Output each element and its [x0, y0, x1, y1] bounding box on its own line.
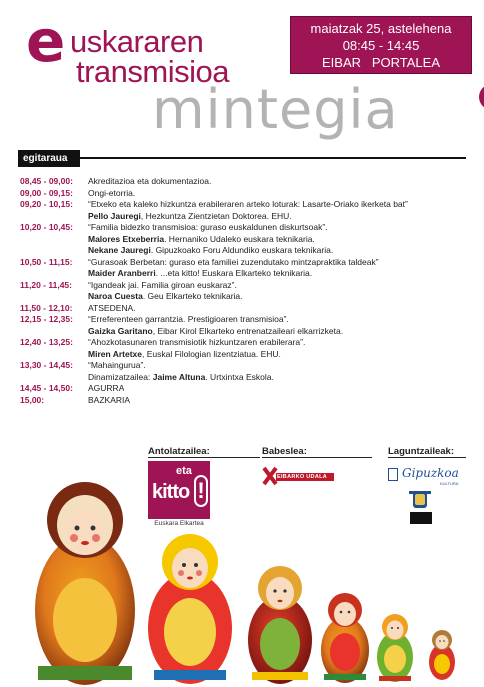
- schedule-time: 14,45 - 14,50:: [20, 383, 73, 393]
- speaker-name: Maider Aranberri: [88, 268, 156, 278]
- doll-6-smallest: [429, 630, 455, 680]
- schedule-text: “Mahaingurua”.: [88, 360, 146, 370]
- schedule-text: . ...eta kitto! Euskara Elkarteko teknikaria.: [155, 268, 313, 278]
- schedule-description: [88, 349, 281, 361]
- schedule-row: [20, 383, 470, 395]
- schedule-description: [88, 383, 124, 395]
- schedule-row: [20, 360, 470, 372]
- organizer-rule: [148, 457, 260, 458]
- title-line-1: uskararen: [70, 24, 204, 59]
- organizer-heading: Antolatzailea:: [148, 446, 210, 457]
- schedule-description: [88, 268, 312, 280]
- schedule-row: [20, 222, 470, 234]
- sponsor-rule: [262, 457, 372, 458]
- schedule-row: [20, 372, 470, 384]
- title-line-2: transmisioa: [76, 54, 229, 89]
- title-initial-letter: e: [26, 7, 66, 75]
- speaker-name: Naroa Cuesta: [88, 291, 143, 301]
- schedule-row: [20, 188, 470, 200]
- schedule-row: [20, 280, 470, 292]
- schedule-time: 13,30 - 14,45:: [20, 360, 73, 370]
- schedule-row: [20, 176, 470, 188]
- doll-5: [377, 614, 413, 682]
- schedule-description: [88, 257, 379, 269]
- schedule-row: [20, 234, 470, 246]
- schedule-time: [20, 234, 88, 246]
- schedule-description: [88, 245, 333, 257]
- speaker-name: Gaizka Garitano: [88, 325, 153, 336]
- subtitle-mintegia: [152, 78, 422, 142]
- schedule-text: “Erreferenteen garrantzia. Prestigioaren transmisioa”.: [88, 314, 289, 324]
- schedule-text: , Eibar Kirol Elkarteko entrenatzaileari elkarrizketa.: [152, 325, 344, 336]
- program-rule: [18, 157, 466, 159]
- schedule-time: 11,50 - 12,10:: [20, 302, 73, 313]
- doll-2: [148, 534, 232, 684]
- schedule-row: [20, 291, 470, 303]
- event-place: EIBAR PORTALEA: [321, 55, 440, 70]
- speaker-name: Pello Jauregi: [88, 210, 141, 221]
- gipuzkoa-logo-subtext: KULTURA: [440, 481, 459, 486]
- schedule-text: . Hernaniko Udaleko euskara teknikaria.: [164, 233, 315, 244]
- schedule-row: [20, 257, 470, 269]
- schedule-row: [20, 395, 470, 407]
- schedule-time: [20, 372, 88, 384]
- schedule-text: . Urtxintxa Eskola.: [205, 371, 274, 382]
- schedule-text: ATSEDENA.: [88, 302, 136, 313]
- doll-1-largest: [35, 482, 135, 685]
- eibar-logo-text: EIBARKO UDALA: [277, 473, 328, 480]
- schedule-text: . Gipuzkoako Foru Aldundiko euskara teknikaria.: [150, 245, 334, 255]
- speaker-name: Nekane Jauregi: [88, 245, 151, 255]
- schedule-time: [20, 349, 88, 361]
- schedule-row: [20, 211, 470, 223]
- schedule-text: , Euskal Filologian lizentziatua. EHU.: [142, 348, 281, 359]
- logo-kitto-text: kitto: [152, 481, 190, 503]
- subtitle-g: g: [313, 78, 348, 141]
- logo-exclamation-mark: !: [194, 475, 208, 507]
- schedule-text: “Igandeak jai. Familia giroan euskaraz”.: [88, 279, 237, 290]
- subtitle-start: minte: [152, 78, 314, 141]
- schedule-time: [20, 245, 88, 257]
- schedule-text: Akreditazioa eta dokumentazioa.: [88, 176, 212, 186]
- schedule-time: 12,40 - 13,25:: [20, 337, 73, 347]
- schedule-text: BAZKARIA: [88, 394, 131, 405]
- schedule-description: [88, 314, 289, 326]
- subtitle-end: ia: [348, 78, 399, 141]
- event-info-box: [290, 16, 472, 74]
- speaker-name: Malores Etxeberria: [88, 233, 165, 244]
- schedule-description: [88, 395, 130, 407]
- schedule-text: , Hezkuntza Zientzietan Doktorea. EHU.: [140, 210, 292, 221]
- schedule-time: [20, 268, 88, 280]
- doll-3: [248, 566, 312, 684]
- accent-dot: [479, 84, 484, 110]
- schedule-row: [20, 314, 470, 326]
- program-label: egitaraua: [18, 150, 80, 167]
- logo-eta-text: eta: [176, 465, 192, 477]
- event-title: [26, 7, 286, 89]
- collaborators-rule: [388, 457, 466, 458]
- schedule-description: [88, 280, 237, 292]
- gipuzkoa-logo-text: Gipuzkoa: [402, 466, 459, 480]
- schedule-description: [88, 291, 243, 303]
- schedule-text: . Geu Elkarteko teknikaria.: [142, 291, 243, 301]
- event-date: maiatzak 25, astelehena: [310, 21, 452, 36]
- schedule-description: [88, 222, 328, 234]
- schedule-text: Ongi-etorria.: [88, 187, 136, 198]
- schedule-row: [20, 326, 470, 338]
- schedule-description: [88, 234, 315, 246]
- schedule-row: [20, 349, 470, 361]
- schedule-text: AGURRA: [88, 383, 125, 393]
- schedule-row: [20, 303, 470, 315]
- schedule-time: [20, 326, 88, 338]
- matryoshka-dolls-illustration: [30, 470, 470, 685]
- speaker-name: Jaime Altuna: [152, 371, 206, 382]
- program-schedule: [20, 176, 470, 406]
- schedule-time: 10,20 - 10,45:: [20, 222, 73, 232]
- schedule-description: [88, 337, 305, 349]
- schedule-text: “Etxeko eta kaleko hizkuntza erabileraren arteko loturak: Lasarte-Oriako ikerketa bat”: [88, 199, 408, 209]
- schedule-time: [20, 211, 88, 223]
- schedule-description: [88, 372, 274, 384]
- schedule-description: [88, 360, 146, 372]
- schedule-text: “Gurasoak Berbetan: guraso eta familiei zuzendutako mintzapraktika taldeak”: [88, 256, 379, 267]
- schedule-time: 10,50 - 11,15:: [20, 256, 73, 267]
- schedule-row: [20, 268, 470, 280]
- schedule-time: 12,15 - 12,35:: [20, 314, 73, 324]
- schedule-description: [88, 199, 408, 211]
- schedule-text: “Familia bidezko transmisioa: guraso euskaldunen diskurtsoak”.: [88, 222, 328, 232]
- schedule-time: [20, 291, 88, 303]
- schedule-row: [20, 245, 470, 257]
- doll-4: [321, 593, 369, 683]
- schedule-time: 09,20 - 10,15:: [20, 199, 73, 209]
- schedule-description: [88, 211, 292, 223]
- schedule-time: 15,00:: [20, 394, 45, 405]
- speaker-name: Miren Artetxe: [88, 348, 143, 359]
- sponsor-heading: Babeslea:: [262, 446, 307, 457]
- schedule-time: 08,45 - 09,00:: [20, 176, 73, 186]
- schedule-description: [88, 188, 135, 200]
- organizer-caption: Euskara Elkartea: [154, 520, 204, 527]
- schedule-row: [20, 337, 470, 349]
- schedule-time: 11,20 - 11,45:: [20, 279, 72, 290]
- collaborators-heading: Laguntzaileak:: [388, 446, 454, 457]
- event-time: 08:45 - 14:45: [342, 38, 420, 53]
- schedule-text: “Ahozkotasunaren transmisiotik hizkuntzaren erabilerara”.: [88, 337, 306, 347]
- schedule-description: [88, 176, 211, 188]
- schedule-description: [88, 303, 136, 315]
- schedule-row: [20, 199, 470, 211]
- schedule-description: [88, 326, 343, 338]
- speaker-role: Dinamizatzailea:: [88, 371, 153, 382]
- schedule-time: 09,00 - 09,15:: [20, 187, 73, 198]
